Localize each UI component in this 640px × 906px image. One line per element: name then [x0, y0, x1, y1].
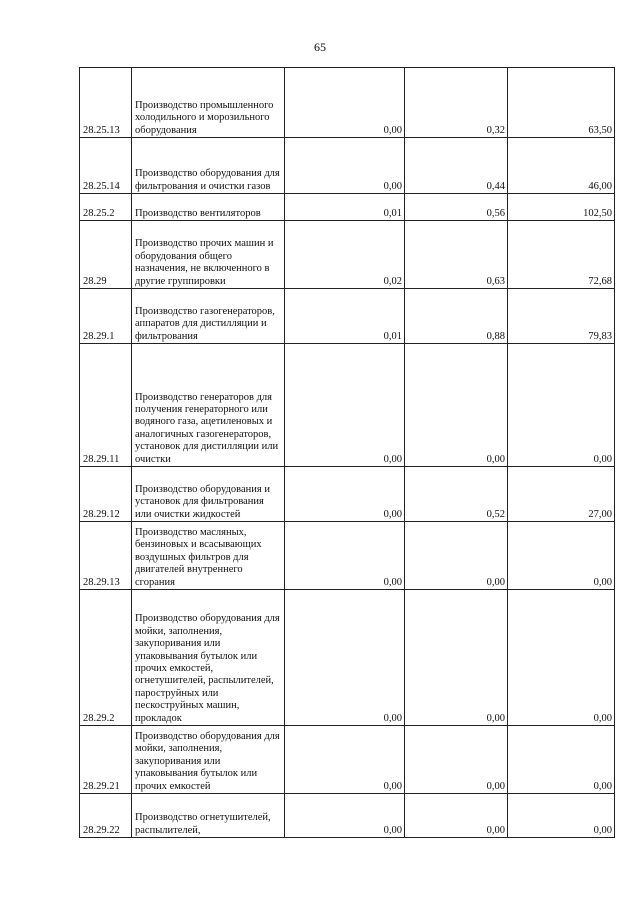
table-row: [80, 289, 615, 344]
activity-name: [132, 726, 285, 794]
value-col-1: 0,00: [285, 68, 405, 138]
okved-code: 28.25.13: [80, 68, 132, 138]
activity-name: [132, 794, 285, 838]
value-col-3: 0,00: [508, 590, 615, 726]
activity-name-text: Производство оборудования для мойки, заполнения, закупоривания или упаковывания бутылок или прочих емкостей, огнетушителей, распылителей, пароструйных или пескоструйных машин, прокладок: [135, 613, 280, 724]
table-row: [80, 522, 615, 590]
table-row: [80, 590, 615, 726]
okved-code: 28.29.13: [80, 522, 132, 590]
value-col-1: 0,02: [285, 221, 405, 289]
value-col-1: 0,00: [285, 138, 405, 194]
activity-name: [132, 289, 285, 344]
value-col-1: 0,00: [285, 467, 405, 522]
activity-name: [132, 522, 285, 590]
value-col-3: 63,50: [508, 68, 615, 138]
value-col-3: 0,00: [508, 522, 615, 590]
value-col-3: 0,00: [508, 344, 615, 467]
okved-code: 28.29.22: [80, 794, 132, 838]
activity-name: [132, 194, 285, 221]
okved-code: 28.29.12: [80, 467, 132, 522]
activity-name-text: Производство масляных, бензиновых и всасывающих воздушных фильтров для двигателей внутреннего сгорания: [135, 526, 262, 588]
value-col-1: 0,01: [285, 194, 405, 221]
activity-name-text: Производство оборудования для мойки, заполнения, закупоривания или упаковывания бутылок или прочих емкостей: [135, 730, 280, 792]
okved-code: 28.29.2: [80, 590, 132, 726]
value-col-2: 0,32: [405, 68, 508, 138]
value-col-2: 0,88: [405, 289, 508, 344]
okved-code: 28.25.14: [80, 138, 132, 194]
value-col-2: 0,00: [405, 344, 508, 467]
value-col-1: 0,00: [285, 726, 405, 794]
activity-name: [132, 138, 285, 194]
value-col-2: 0,00: [405, 590, 508, 726]
value-col-3: 79,83: [508, 289, 615, 344]
table-row: [80, 467, 615, 522]
value-col-2: 0,00: [405, 726, 508, 794]
table-row: [80, 794, 615, 838]
activity-name: [132, 344, 285, 467]
value-col-1: 0,00: [285, 794, 405, 838]
value-col-2: 0,63: [405, 221, 508, 289]
activity-name-text: Производство газогенераторов, аппаратов для дистилляции и фильтрования: [135, 305, 275, 342]
activity-name-text: Производство оборудования для фильтрования и очистки газов: [135, 168, 280, 192]
page-number: 65: [314, 40, 326, 54]
table-row: [80, 221, 615, 289]
okved-code: 28.29.1: [80, 289, 132, 344]
value-col-1: 0,00: [285, 344, 405, 467]
activity-name: [132, 590, 285, 726]
activity-name: [132, 221, 285, 289]
okved-code: 28.29.11: [80, 344, 132, 467]
value-col-3: 102,50: [508, 194, 615, 221]
value-col-2: 0,56: [405, 194, 508, 221]
table-row: [80, 68, 615, 138]
table-row: [80, 344, 615, 467]
value-col-2: 0,00: [405, 794, 508, 838]
table-row: [80, 726, 615, 794]
activity-name-text: Производство генераторов для получения генераторного или водяного газа, ацетиленовых и аналогичных газогенераторов, установок для дистилляции или очистки: [135, 391, 279, 465]
activity-name-text: Производство вентиляторов: [135, 207, 261, 219]
value-col-3: 72,68: [508, 221, 615, 289]
activity-name-text: Производство огнетушителей, распылителей,: [135, 812, 271, 836]
activity-name-text: Производство промышленного холодильного и морозильного оборудования: [135, 99, 274, 136]
value-col-1: 0,01: [285, 289, 405, 344]
value-col-1: 0,00: [285, 590, 405, 726]
okved-code: 28.29: [80, 221, 132, 289]
okved-code: 28.25.2: [80, 194, 132, 221]
value-col-1: 0,00: [285, 522, 405, 590]
value-col-3: 27,00: [508, 467, 615, 522]
activity-name: [132, 68, 285, 138]
activity-table: [79, 67, 615, 838]
activity-name: [132, 467, 285, 522]
table-row: [80, 138, 615, 194]
value-col-3: 46,00: [508, 138, 615, 194]
table-row: [80, 194, 615, 221]
activity-name-text: Производство оборудования и установок для фильтрования или очистки жидкостей: [135, 483, 270, 520]
table-body: [80, 68, 615, 838]
value-col-3: 0,00: [508, 794, 615, 838]
okved-code: 28.29.21: [80, 726, 132, 794]
value-col-2: 0,52: [405, 467, 508, 522]
value-col-2: 0,00: [405, 522, 508, 590]
value-col-3: 0,00: [508, 726, 615, 794]
value-col-2: 0,44: [405, 138, 508, 194]
activity-name-text: Производство прочих машин и оборудования общего назначения, не включенного в другие группировки: [135, 238, 274, 287]
